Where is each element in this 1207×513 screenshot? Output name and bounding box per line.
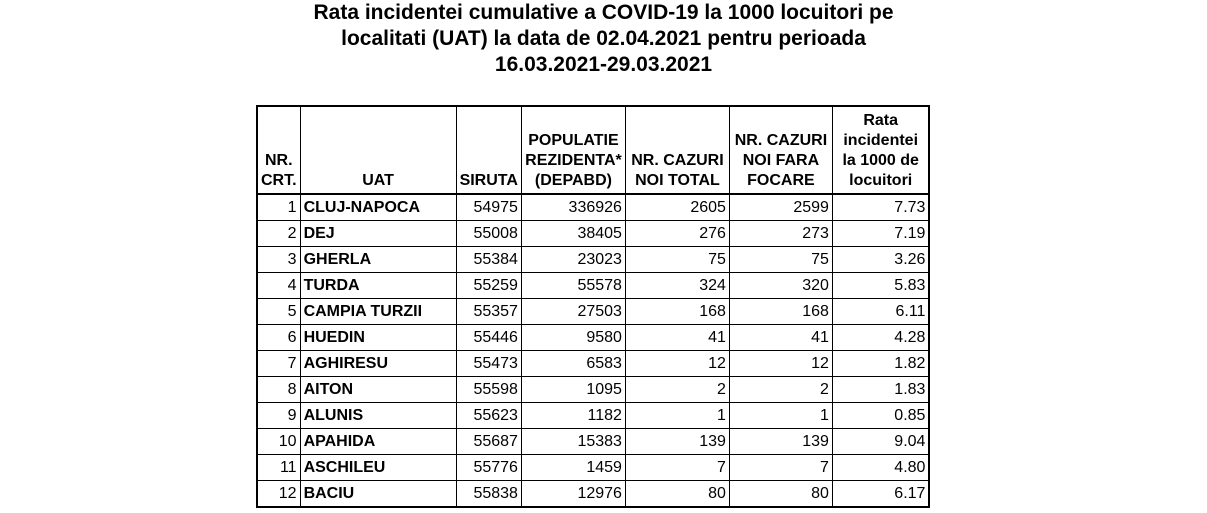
cell-siruta: 54975 (456, 194, 521, 221)
table-row (257, 325, 929, 351)
cell-uat: AITON (300, 377, 456, 403)
cell-uat: CAMPIA TURZII (300, 299, 456, 325)
cell-cazuri-fara-focare: 320 (729, 273, 832, 299)
cell-siruta: 55776 (456, 455, 521, 481)
title-line: Rata incidentei cumulative a COVID-19 la 1000 locuitori pe (313, 1, 894, 24)
cell-nr-crt: 4 (257, 273, 300, 299)
cell-nr-crt: 11 (257, 455, 300, 481)
cell-cazuri-total: 12 (625, 351, 729, 377)
cell-siruta: 55446 (456, 325, 521, 351)
cell-cazuri-fara-focare: 1 (729, 403, 832, 429)
cell-populatie: 12976 (521, 481, 625, 508)
cell-siruta: 55473 (456, 351, 521, 377)
table-row (257, 429, 929, 455)
cell-rata: 3.26 (832, 247, 929, 273)
cell-cazuri-fara-focare: 80 (729, 481, 832, 508)
cell-nr-crt: 9 (257, 403, 300, 429)
cell-cazuri-fara-focare: 273 (729, 221, 832, 247)
cell-siruta: 55008 (456, 221, 521, 247)
cell-siruta: 55357 (456, 299, 521, 325)
cell-nr-crt: 1 (257, 194, 300, 221)
cell-populatie: 15383 (521, 429, 625, 455)
cell-nr-crt: 5 (257, 299, 300, 325)
header-cazuri-fara-focare: NR. CAZURI NOI FARA FOCARE (729, 106, 832, 194)
cell-nr-crt: 12 (257, 481, 300, 508)
cell-cazuri-total: 7 (625, 455, 729, 481)
cell-rata: 7.19 (832, 221, 929, 247)
cell-cazuri-fara-focare: 2 (729, 377, 832, 403)
cell-populatie: 38405 (521, 221, 625, 247)
header-siruta: SIRUTA (456, 106, 521, 194)
cell-populatie: 6583 (521, 351, 625, 377)
cell-siruta: 55838 (456, 481, 521, 508)
table-row (257, 299, 929, 325)
table-header-row (257, 106, 929, 194)
cell-nr-crt: 10 (257, 429, 300, 455)
cell-cazuri-fara-focare: 7 (729, 455, 832, 481)
cell-uat: APAHIDA (300, 429, 456, 455)
cell-rata: 4.80 (832, 455, 929, 481)
cell-cazuri-fara-focare: 75 (729, 247, 832, 273)
incidence-table-wrapper (256, 105, 930, 508)
cell-rata: 5.83 (832, 273, 929, 299)
cell-cazuri-fara-focare: 41 (729, 325, 832, 351)
cell-uat: AGHIRESU (300, 351, 456, 377)
cell-populatie: 9580 (521, 325, 625, 351)
cell-rata: 6.17 (832, 481, 929, 508)
cell-rata: 4.28 (832, 325, 929, 351)
cell-cazuri-total: 324 (625, 273, 729, 299)
incidence-table (256, 105, 930, 508)
cell-cazuri-fara-focare: 2599 (729, 194, 832, 221)
cell-cazuri-total: 276 (625, 221, 729, 247)
cell-cazuri-total: 2 (625, 377, 729, 403)
title-line: localitati (UAT) la data de 02.04.2021 pentru perioada (341, 27, 866, 50)
cell-cazuri-fara-focare: 168 (729, 299, 832, 325)
cell-siruta: 55687 (456, 429, 521, 455)
cell-rata: 6.11 (832, 299, 929, 325)
cell-cazuri-total: 75 (625, 247, 729, 273)
header-cazuri-total: NR. CAZURI NOI TOTAL (625, 106, 729, 194)
cell-uat: DEJ (300, 221, 456, 247)
cell-rata: 1.83 (832, 377, 929, 403)
cell-populatie: 23023 (521, 247, 625, 273)
header-populatie: POPULATIE REZIDENTA* (DEPABD) (521, 106, 625, 194)
cell-nr-crt: 7 (257, 351, 300, 377)
cell-nr-crt: 6 (257, 325, 300, 351)
cell-cazuri-total: 80 (625, 481, 729, 508)
cell-cazuri-total: 1 (625, 403, 729, 429)
title-line: 16.03.2021-29.03.2021 (494, 53, 713, 76)
cell-cazuri-fara-focare: 139 (729, 429, 832, 455)
table-row (257, 455, 929, 481)
cell-uat: CLUJ-NAPOCA (300, 194, 456, 221)
cell-uat: HUEDIN (300, 325, 456, 351)
cell-uat: ASCHILEU (300, 455, 456, 481)
cell-nr-crt: 8 (257, 377, 300, 403)
table-row (257, 351, 929, 377)
table-row (257, 377, 929, 403)
cell-rata: 9.04 (832, 429, 929, 455)
cell-uat: BACIU (300, 481, 456, 508)
table-body (257, 194, 929, 507)
cell-populatie: 1182 (521, 403, 625, 429)
cell-populatie: 55578 (521, 273, 625, 299)
table-row (257, 273, 929, 299)
cell-cazuri-fara-focare: 12 (729, 351, 832, 377)
cell-populatie: 336926 (521, 194, 625, 221)
cell-cazuri-total: 2605 (625, 194, 729, 221)
cell-populatie: 27503 (521, 299, 625, 325)
document-title (0, 0, 1207, 78)
header-nr-crt: NR. CRT. (257, 106, 300, 194)
cell-rata: 7.73 (832, 194, 929, 221)
cell-siruta: 55259 (456, 273, 521, 299)
table-row (257, 247, 929, 273)
header-uat: UAT (300, 106, 456, 194)
cell-siruta: 55598 (456, 377, 521, 403)
header-rata-incidentei: Rata incidentei la 1000 de locuitori (832, 106, 929, 194)
cell-cazuri-total: 41 (625, 325, 729, 351)
cell-rata: 0.85 (832, 403, 929, 429)
cell-siruta: 55623 (456, 403, 521, 429)
cell-nr-crt: 2 (257, 221, 300, 247)
cell-siruta: 55384 (456, 247, 521, 273)
cell-uat: TURDA (300, 273, 456, 299)
cell-uat: GHERLA (300, 247, 456, 273)
cell-cazuri-total: 139 (625, 429, 729, 455)
cell-uat: ALUNIS (300, 403, 456, 429)
table-row (257, 194, 929, 221)
table-row (257, 481, 929, 508)
cell-cazuri-total: 168 (625, 299, 729, 325)
cell-rata: 1.82 (832, 351, 929, 377)
table-row (257, 221, 929, 247)
table-row (257, 403, 929, 429)
cell-nr-crt: 3 (257, 247, 300, 273)
cell-populatie: 1459 (521, 455, 625, 481)
cell-populatie: 1095 (521, 377, 625, 403)
